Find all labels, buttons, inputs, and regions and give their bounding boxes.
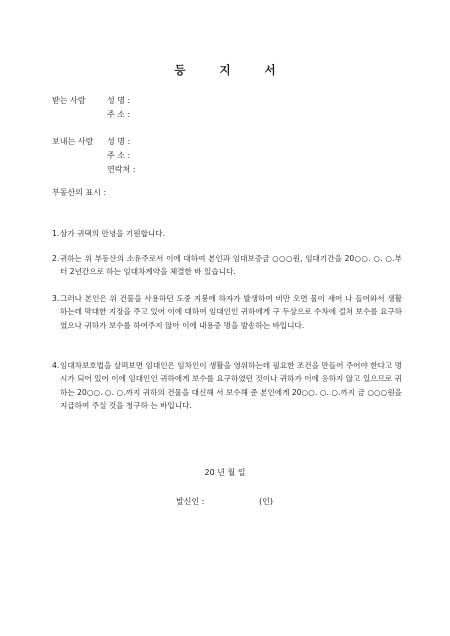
document-title: 등 지 서	[174, 63, 291, 77]
paragraph-1-number: 1.	[52, 229, 60, 238]
paragraph-4-number: 4.	[52, 361, 60, 370]
paragraph-4-text: 임대차보호법을 살펴보면 임대인은 임차인이 생활을 영위하는데 필요한 조건을 만들어 주어야 한다고 명시가 되어 있어 이에 임대인인 귀하에게 보수를 요구하였던 것이나 귀하가 이에 응하지 않고 있으므로 귀하는 20○○. ○. ○.까지 귀하의 건물을 대신해 서 보수해 준 본인에게 20○○. ○. ○.까지 금 ○○○원을 지급하여 주실 것을 청구하 는 바입니다.	[60, 361, 402, 410]
date-line: 20 년 월 일	[204, 468, 246, 477]
paragraph-3-number: 3.	[52, 294, 60, 303]
sender-contact-label: 연락처 :	[107, 165, 136, 174]
property-label: 부동산의 표시 :	[52, 188, 107, 197]
sender-section-label: 보내는 사람	[52, 137, 94, 146]
paragraph-3	[52, 292, 402, 332]
paragraph-2	[52, 252, 402, 279]
paragraph-4	[52, 359, 402, 412]
paragraph-3-text: 그러나 본인은 위 건물을 사용하던 도중 지붕에 하자가 발생하여 비만 오면 물이 새어 나 들어와서 생활하는데 막대한 지장을 주고 있어 이에 대하여 임대인인 귀하에게 구 두상으로 수차에 걸쳐 보수를 요구하였으나 귀하가 보수를 하여주지 않아 이에 내용증 명을 발송하는 바입니다.	[60, 294, 402, 330]
recipient-section-label: 받는 사람	[52, 96, 86, 105]
paragraph-2-text: 귀하는 위 부동산의 소유주로서 이에 대하여 본인과 임대보증금 ○○○원, 임대기간을 20○○. ○. ○.부터 2년간으로 하는 임대차계약을 체결한 바 있습니다.	[60, 254, 402, 277]
sender-name-label: 성 명 :	[107, 137, 131, 146]
paragraph-2-number: 2.	[52, 254, 60, 263]
paragraph-1-text: 삼가 귀댁의 안녕을 기원합니다.	[60, 229, 166, 238]
seal-mark: (인)	[259, 497, 273, 506]
recipient-address-label: 주 소 :	[107, 110, 131, 119]
sender-signature-label: 발신인 :	[176, 497, 205, 506]
recipient-name-label: 성 명 :	[107, 96, 131, 105]
paragraph-1	[52, 227, 402, 240]
sender-address-label: 주 소 :	[107, 151, 131, 160]
